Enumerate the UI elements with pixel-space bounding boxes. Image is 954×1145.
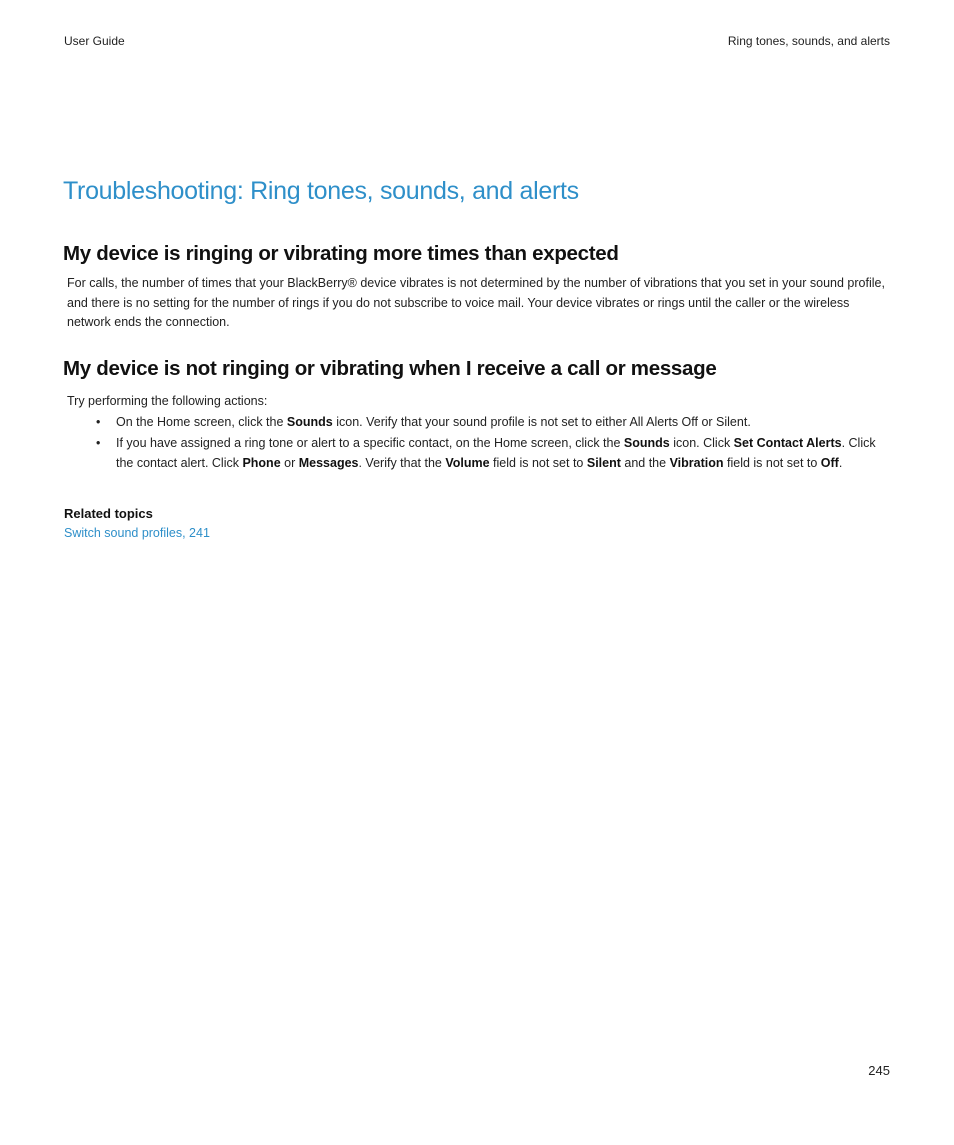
chapter-title: Troubleshooting: Ring tones, sounds, and alerts <box>63 177 579 205</box>
list-text: icon. Click <box>669 436 734 450</box>
list-text: If you have assigned a ring tone or alert to a specific contact, on the Home screen, click the <box>116 436 624 450</box>
ui-term-vibration: Vibration <box>669 455 724 470</box>
ui-term-sounds: Sounds <box>623 436 670 450</box>
section-intro-not-ringing: Try performing the following actions: <box>67 394 268 408</box>
list-text: icon. Verify that your sound profile is not set to either All Alerts Off or Silent. <box>332 415 751 429</box>
ui-term-off: Off <box>820 455 839 470</box>
list-text: and the <box>620 455 670 470</box>
page-number: 245 <box>868 1063 890 1078</box>
ui-term-messages: Messages <box>298 455 359 470</box>
list-text: On the Home screen, click the <box>116 415 287 429</box>
list-text: or <box>280 455 299 470</box>
ui-term-phone: Phone <box>242 455 281 470</box>
section-title-ringing-more: My device is ringing or vibrating more times than expected <box>63 242 619 265</box>
related-topics-label: Related topics <box>64 506 153 521</box>
action-list <box>96 413 886 475</box>
ui-term-silent: Silent <box>586 455 621 470</box>
ui-term-sounds: Sounds <box>286 415 333 429</box>
bullet-icon: • <box>96 436 101 450</box>
ui-term-set-contact-alerts: Set Contact Alerts <box>733 436 842 450</box>
list-text: . <box>838 455 843 470</box>
list-text: . Click the contact alert. Click <box>116 436 876 470</box>
header-chapter-name: Ring tones, sounds, and alerts <box>727 34 890 48</box>
running-header <box>64 33 890 49</box>
list-item <box>96 434 886 473</box>
list-text: field is not set to <box>723 455 821 470</box>
header-doc-title: User Guide <box>64 34 125 48</box>
list-text: field is not set to <box>489 455 587 470</box>
ui-term-volume: Volume <box>445 455 490 470</box>
section-title-not-ringing: My device is not ringing or vibrating when I receive a call or message <box>63 357 717 380</box>
list-text: . Verify that the <box>358 455 446 470</box>
bullet-icon: • <box>96 415 101 429</box>
related-topic-link[interactable]: Switch sound profiles, 241 <box>64 526 210 540</box>
section-body-ringing-more: For calls, the number of times that your BlackBerry® device vibrates is not determined by the number of vibrations that you set in your sound profile, and there is no setting for the number of rings if you do not subscribe to voice mail. Your device vibrates or rings until the caller or the wireless network ends the connection. <box>67 276 885 329</box>
list-item <box>96 413 886 433</box>
